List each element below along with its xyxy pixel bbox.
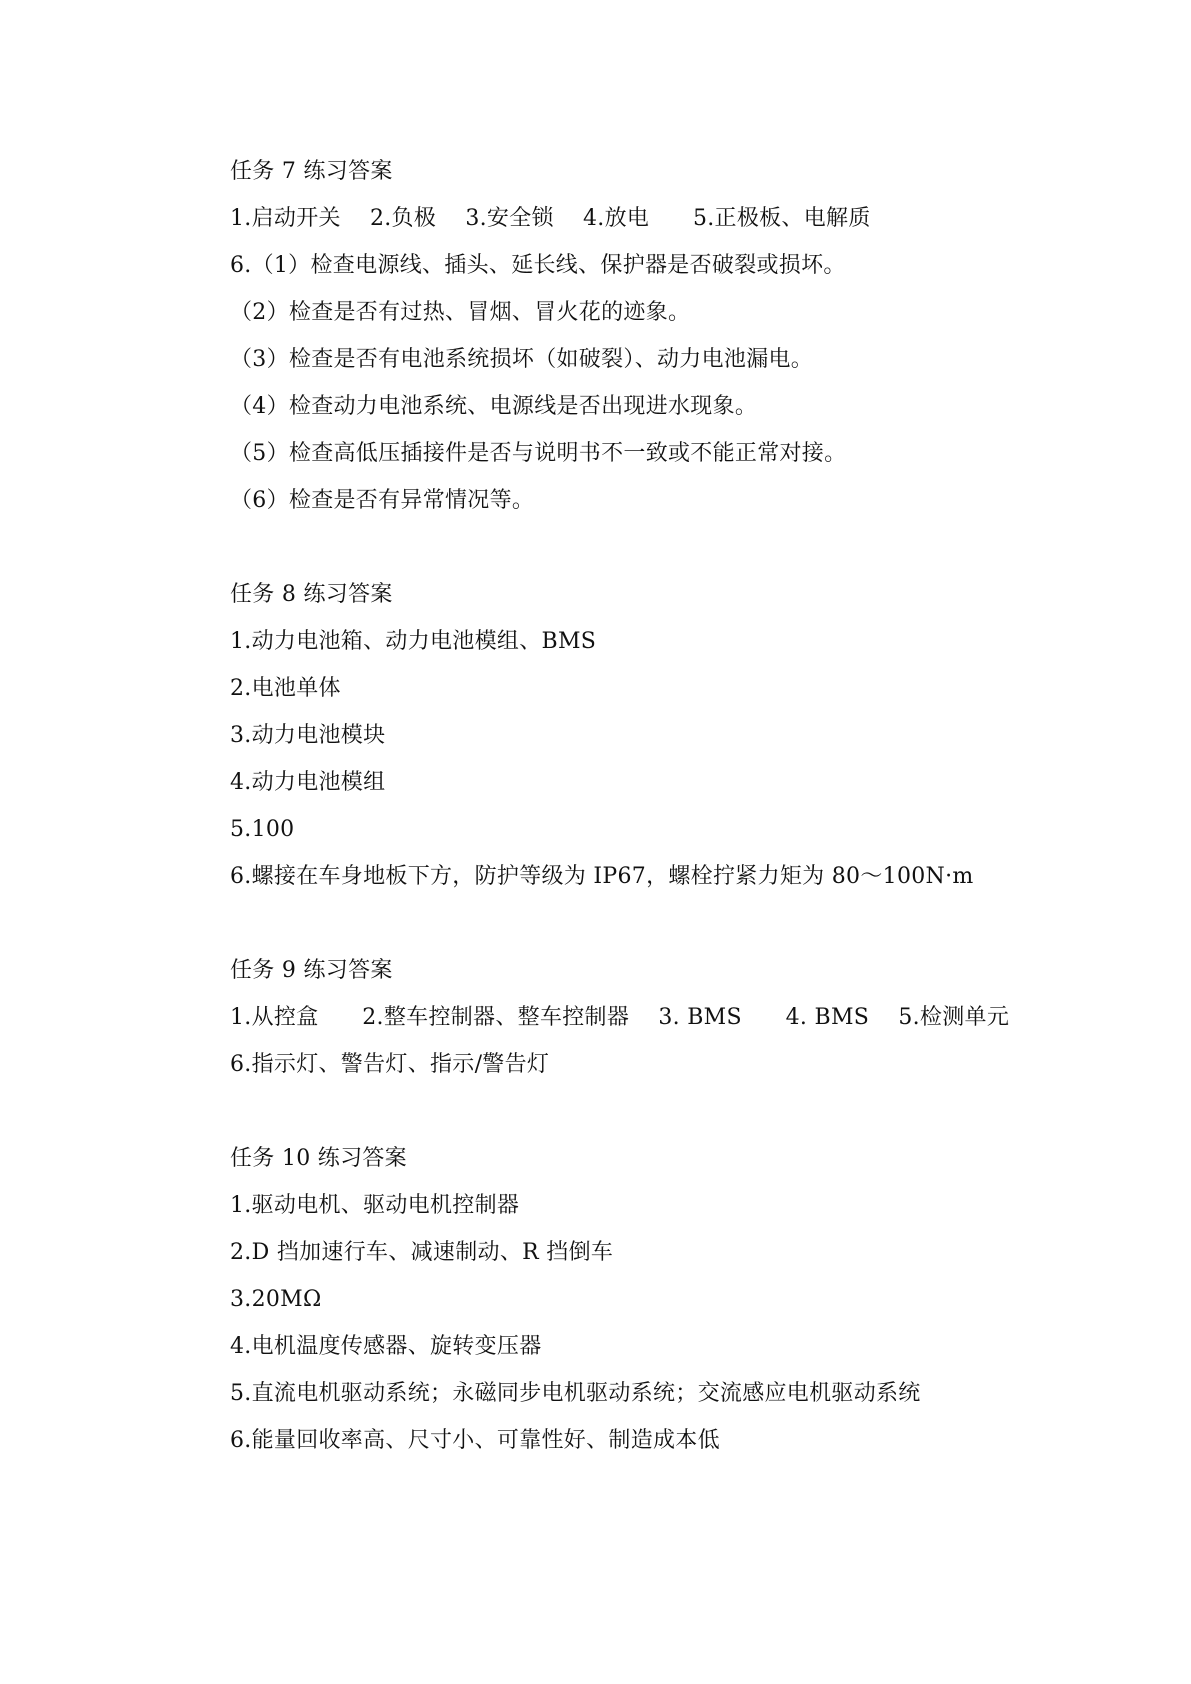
section-heading: 任务 10 练习答案: [230, 1146, 407, 1171]
answer-line: 3.20MΩ: [230, 1287, 322, 1312]
answer-line: 2.D 挡加速行车、减速制动、R 挡倒车: [230, 1240, 614, 1265]
answer-line: （2）检查是否有过热、冒烟、冒火花的迹象。: [230, 300, 691, 325]
answer-line: 3.动力电池模块: [230, 723, 386, 748]
answer-line: 4.动力电池模组: [230, 770, 386, 795]
answer-line: 1.从控盒 2.整车控制器、整车控制器 3. BMS 4. BMS 5.检测单元: [230, 1005, 1010, 1030]
answer-line: 4.电机温度传感器、旋转变压器: [230, 1334, 542, 1359]
answer-content: [230, 148, 1110, 1511]
answer-line: 5.100: [230, 817, 295, 842]
answer-line: 6.螺接在车身地板下方，防护等级为 IP67，螺栓拧紧力矩为 80～100N·m: [230, 864, 974, 889]
section-heading: 任务 7 练习答案: [230, 159, 393, 184]
answer-line: （5）检查高低压插接件是否与说明书不一致或不能正常对接。: [230, 441, 847, 466]
answer-line: 6.（1）检查电源线、插头、延长线、保护器是否破裂或损坏。: [230, 253, 846, 278]
section-task-9: [230, 947, 1110, 1088]
answer-line: 1.启动开关 2.负极 3.安全锁 4.放电 5.正极板、电解质: [230, 206, 871, 231]
answer-line: 1.驱动电机、驱动电机控制器: [230, 1193, 520, 1218]
section-heading: 任务 9 练习答案: [230, 958, 393, 983]
answer-line: 2.电池单体: [230, 676, 341, 701]
section-task-7: [230, 148, 1110, 524]
answer-line: 6.指示灯、警告灯、指示/警告灯: [230, 1052, 550, 1077]
answer-line: 5.直流电机驱动系统；永磁同步电机驱动系统；交流感应电机驱动系统: [230, 1381, 921, 1406]
section-heading: 任务 8 练习答案: [230, 582, 393, 607]
answer-line: （3）检查是否有电池系统损坏（如破裂）、动力电池漏电。: [230, 347, 814, 372]
answer-line: （6）检查是否有异常情况等。: [230, 488, 535, 513]
answer-line: （4）检查动力电池系统、电源线是否出现进水现象。: [230, 394, 758, 419]
section-task-8: [230, 571, 1110, 900]
section-task-10: [230, 1135, 1110, 1464]
answer-line: 6.能量回收率高、尺寸小、可靠性好、制造成本低: [230, 1428, 720, 1453]
answer-line: 1.动力电池箱、动力电池模组、BMS: [230, 629, 597, 654]
